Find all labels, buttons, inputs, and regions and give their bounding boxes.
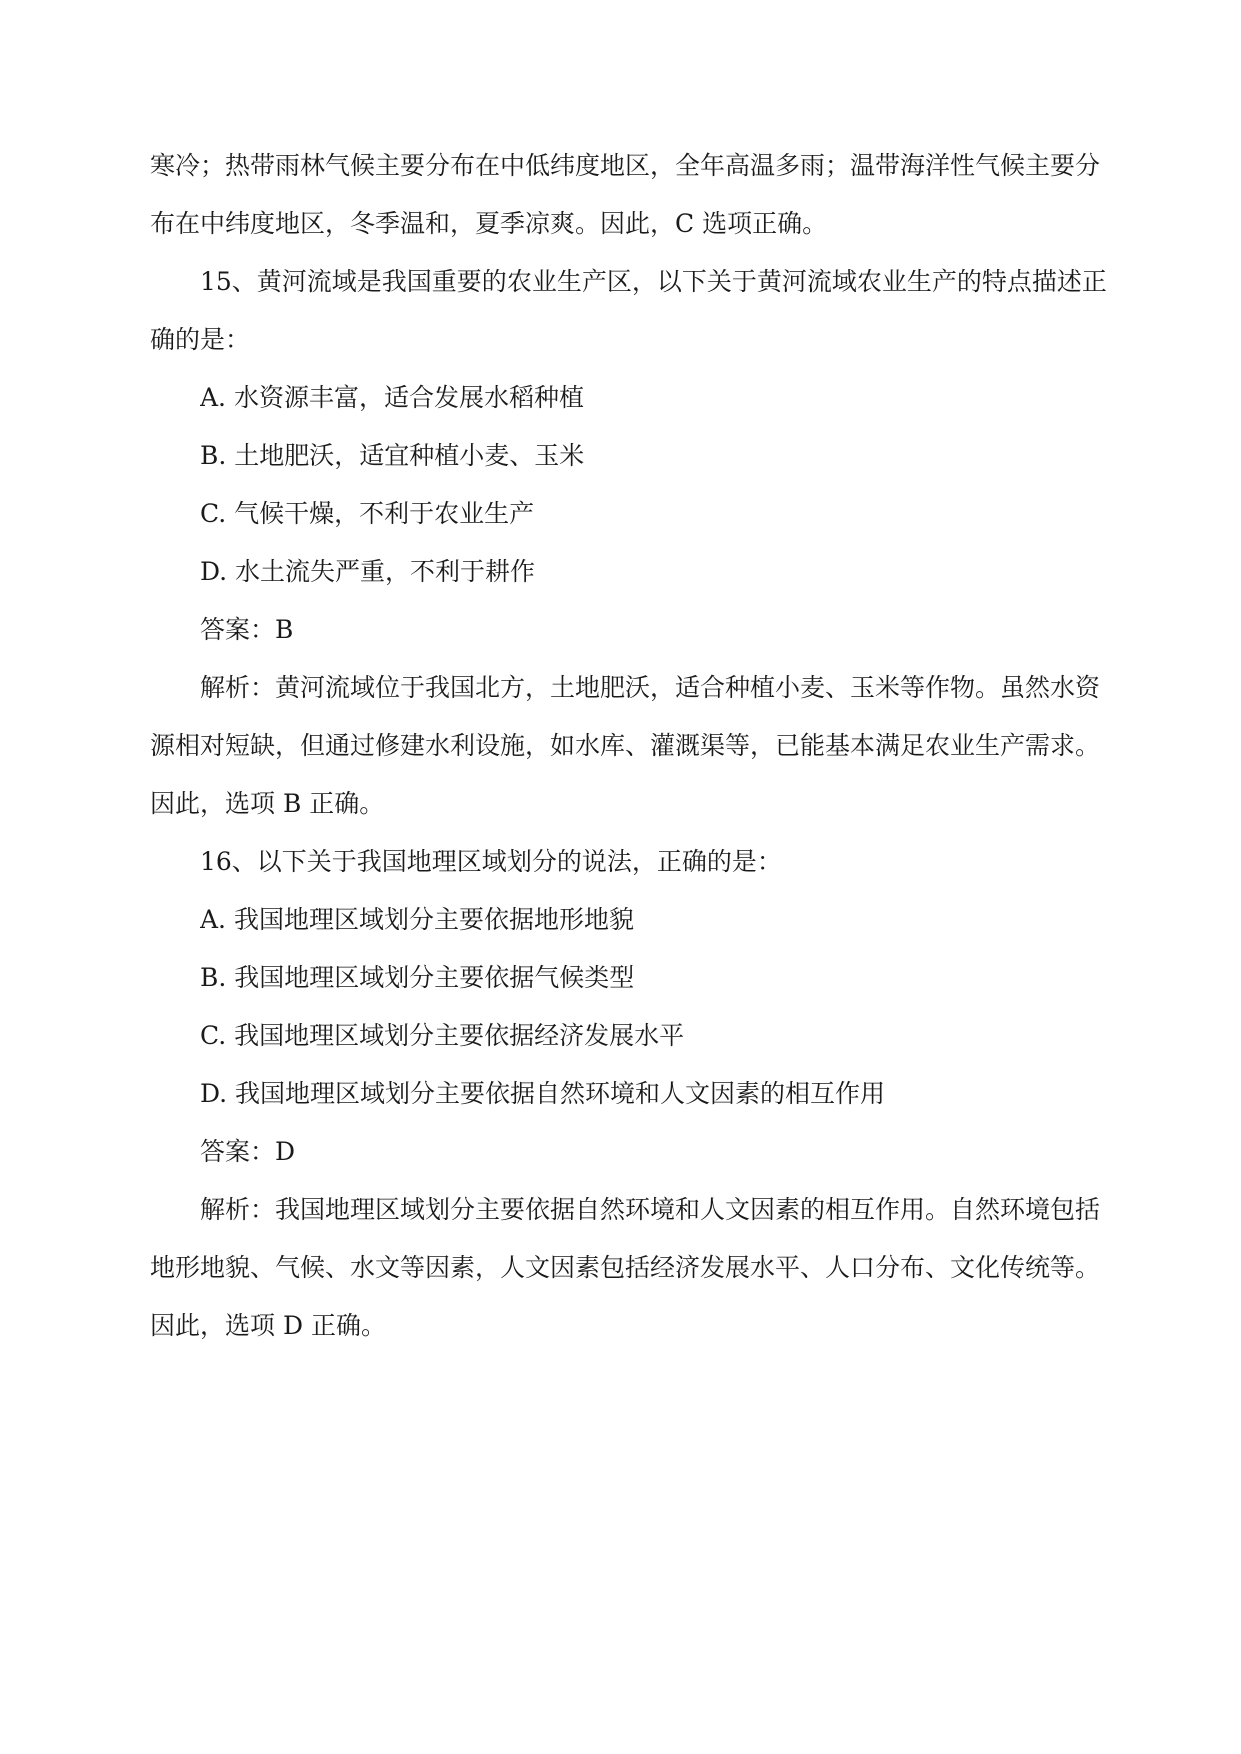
- q15-option-a: A. 水资源丰富，适合发展水稻种植: [200, 383, 584, 412]
- q16-analysis-line-3: 因此，选项 D 正确。: [150, 1311, 386, 1340]
- q14-analysis-line-1: 寒冷；热带雨林气候主要分布在中低纬度地区，全年高温多雨；温带海洋性气候主要分: [150, 151, 1101, 180]
- q16-question-line-1: 16、以下关于我国地理区域划分的说法，正确的是：: [200, 847, 782, 876]
- q16-option-d: D. 我国地理区域划分主要依据自然环境和人文因素的相互作用: [200, 1079, 886, 1108]
- q16-analysis-line-1: 解析：我国地理区域划分主要依据自然环境和人文因素的相互作用。自然环境包括: [200, 1195, 1101, 1224]
- q15-analysis-line-3: 因此，选项 B 正确。: [150, 789, 385, 818]
- q14-analysis-line-2: 布在中纬度地区，冬季温和，夏季凉爽。因此，C 选项正确。: [150, 209, 828, 238]
- q15-option-c: C. 气候干燥，不利于农业生产: [200, 499, 535, 528]
- q16-option-c: C. 我国地理区域划分主要依据经济发展水平: [200, 1021, 685, 1050]
- q16-option-a: A. 我国地理区域划分主要依据地形地貌: [200, 905, 634, 934]
- q15-question-line-1: 15、黄河流域是我国重要的农业生产区，以下关于黄河流域农业生产的特点描述正: [200, 267, 1107, 296]
- q15-analysis-line-2: 源相对短缺，但通过修建水利设施，如水库、灌溉渠等，已能基本满足农业生产需求。: [150, 731, 1101, 760]
- q15-option-b: B. 土地肥沃，适宜种植小麦、玉米: [200, 441, 585, 470]
- q15-question-line-2: 确的是：: [150, 325, 251, 354]
- q15-analysis-line-1: 解析：黄河流域位于我国北方，土地肥沃，适合种植小麦、玉米等作物。虽然水资: [200, 673, 1101, 702]
- q16-option-b: B. 我国地理区域划分主要依据气候类型: [200, 963, 635, 992]
- q16-analysis-line-2: 地形地貌、气候、水文等因素，人文因素包括经济发展水平、人口分布、文化传统等。: [150, 1253, 1101, 1282]
- q15-answer: 答案：B: [200, 615, 294, 644]
- q15-option-d: D. 水土流失严重，不利于耕作: [200, 557, 536, 586]
- q16-answer: 答案：D: [200, 1137, 296, 1166]
